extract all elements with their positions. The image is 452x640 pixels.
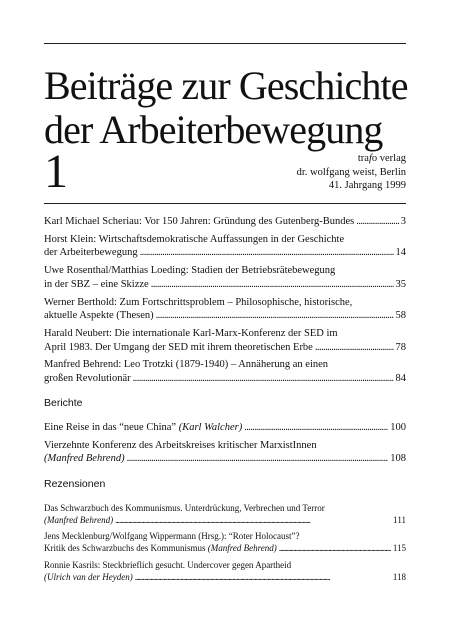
toc-entry: Das Schwarzbuch des Kommunismus. Unterdrückung, Verbrechen und Terror (Manfred Behrend) . . . 111 <box>44 502 406 526</box>
page-number: 111 <box>393 514 406 525</box>
toc-entry: Horst Klein: Wirtschaftsdemokratische Auffassungen in der Geschichte der Arbeiterbewegung . . . 14 <box>44 233 406 260</box>
publisher-name: trafo verlag <box>357 153 406 164</box>
page-number: 3 <box>400 216 406 227</box>
berichte-heading: Berichte <box>44 397 83 410</box>
publisher-person: dr. wolfgang weist, Berlin <box>296 166 406 178</box>
toc-entry: Uwe Rosenthal/Matthias Loeding: Stadien der Betriebsrätebewegung in der SBZ – eine Skizze . . . 35 <box>44 264 406 291</box>
page-number: 108 <box>390 453 406 465</box>
toc-entry: Werner Berthold: Zum Fortschrittsproblem – Philosophische, historische, aktuelle Aspekte (Thesen) . . . 58 <box>44 296 406 323</box>
table-of-contents <box>44 215 406 587</box>
top-rule <box>44 43 406 44</box>
title-line-2: der Arbeiterbewegung <box>44 107 383 152</box>
publisher-volume: 41. Jahrgang 1999 <box>328 180 406 191</box>
toc-entry: Karl Michael Scheriau: Vor 150 Jahren: Gründung des Gutenberg-Bundes . . . 3 <box>44 215 406 229</box>
toc-entry: Eine Reise in das “neue China” (Karl Walcher) . . . 100 <box>44 421 406 435</box>
page-number: 118 <box>392 571 406 582</box>
toc-entry: Vierzehnte Konferenz des Arbeitskreises kritischer MarxistInnen (Manfred Behrend) . . . 108 <box>44 439 406 466</box>
middle-rule <box>44 203 406 204</box>
rezensionen-heading: Rezensionen <box>44 478 106 491</box>
page-number: 115 <box>392 543 406 554</box>
toc-entry: Jens Mecklenburg/Wolfgang Wippermann (Hrsg.): “Roter Holocaust”? Kritik des Schwarzbuchs des Kommunismus (Manfred Behrend) . . . 115 <box>44 530 406 554</box>
page-number: 84 <box>395 372 406 384</box>
page-number: 14 <box>395 247 406 259</box>
rezensionen-list <box>44 502 406 583</box>
page-number: 58 <box>395 310 406 322</box>
journal-title <box>44 64 414 152</box>
publisher-block <box>297 152 406 193</box>
page-number: 35 <box>395 278 406 290</box>
toc-entry: Ronnie Kasrils: Steckbrieflich gesucht. Undercover gegen Apartheid (Ulrich van der Heyden) . . . 118 <box>44 559 406 583</box>
issue-number: 1 <box>44 145 68 198</box>
title-line-1: Beiträge zur Geschichte <box>44 63 408 108</box>
page-number: 100 <box>390 422 406 434</box>
toc-entry: Manfred Behrend: Leo Trotzki (1879-1940) – Annäherung an einen großen Revolutionär . . . 84 <box>44 358 406 385</box>
toc-entry: Harald Neubert: Die internationale Karl-Marx-Konferenz der SED im April 1983. Der Umgang der SED mit ihrem theoretischen Erbe . . . 78 <box>44 327 406 354</box>
page-number: 78 <box>395 341 406 353</box>
